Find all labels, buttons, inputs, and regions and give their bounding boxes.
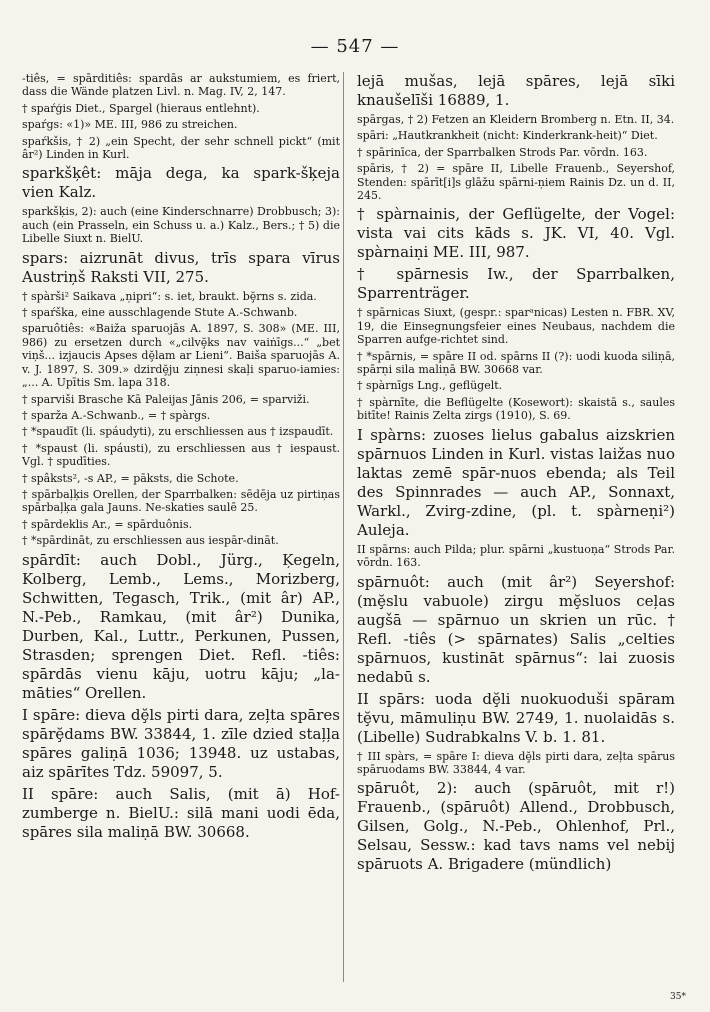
dictionary-entry: II spārs: uoda dḝli nuokuoduši spāram tḝvu, māmuliṇu BW. 2749, 1. nuolaidās s. (Libelle) Sudrabkalns V. b. 1. 81.: [357, 689, 675, 746]
signature-mark: 35*: [670, 992, 686, 1002]
dictionary-entry: † spārnicas Siuxt, (gespr.: sparᵃnicas) Lesten n. FBR. XV, 19, die Einsegnungsfeier eines Neubaus, nachdem die Sparren aufge-richtet sind.: [357, 306, 675, 347]
left-column: [22, 72, 340, 845]
dictionary-entry: † spaŕģis Diet., Spargel (hieraus entlehnt).: [22, 101, 260, 115]
dictionary-entry: † spâksts², -s AP., = pāksts, die Schote.: [22, 471, 239, 485]
dictionary-entry: lejā mušas, lejā spāres, lejā sīki knaušelīši 16889, 1.: [357, 72, 675, 109]
dictionary-entry: sparkšķis, 2): auch (eine Kinderschnarre) Drobbusch; 3): auch (ein Prasseln, ein Schuss u. a.) Kalz., Bers.; † 5) die Libelle Siuxt n. BielU.: [22, 205, 340, 246]
dictionary-entry: spāri: „Hautkrankheit (nicht: Kinderkrank-heit)“ Diet.: [357, 129, 658, 143]
dictionary-entry: spaŕkšis, † 2) „ein Specht, der sehr schnell pickt“ (mit âr²) Linden in Kurl.: [22, 134, 340, 162]
dictionary-entry: † sparviši Brasche Kā Paleijas Jānis 206, = sparviži.: [22, 392, 310, 406]
dictionary-entry: spārgas, † 2) Fetzen an Kleidern Bromberg n. Etn. II, 34.: [357, 113, 675, 126]
dictionary-entry: † spàrnīte, die Beflügelte (Kosewort): skaistā s., saules bitīte! Rainis Zelta zirgs (1910), S. 69.: [357, 395, 675, 423]
dictionary-entry: I spāre: dieva dḝls pirti dara, zeļta spāres spārḝdams BW. 33844, 1. zīle dzied staļļa spāres galiṇā 1036; 13948. uz ustabas, aiz spārītes Tdz. 59097, 5.: [22, 705, 340, 781]
dictionary-entry: † spārdeklis Ar., = spārduônis.: [22, 517, 193, 531]
dictionary-entry: spāris, † 2) = spāre II, Libelle Frauenb., Seyershof, Stenden: spārīt[i]s glāžu spārni-ṇiem Rainis Dz. un d. II, 245.: [357, 162, 675, 203]
dictionary-entry: spars: aizrunāt divus, trīs spara vīrus Austriņš Raksti VII, 275.: [22, 248, 340, 286]
dictionary-entry: † *spaust (li. spáusti), zu erschliessen aus † iespaust. Vgl. † spudīties.: [22, 441, 340, 469]
dictionary-entry: † spārnesis Iw., der Sparrbalken, Sparrenträger.: [357, 265, 675, 303]
dictionary-entry: sparkšķêt: māja dega, ka spark-šķeja vien Kalz.: [22, 164, 340, 202]
dictionary-entry: spārnuôt: auch (mit âr²) Seyershof: (mḝslu vabuole) zirgu mḝsluos ceļas augšā — spārnuo un skrien un rūc. † Refl. -tiês (> spārnates) Salis „celties spārnuos, kustināt spārnus“: lai zuosis nedabū s.: [357, 572, 675, 686]
dictionary-entry: † sparža A.-Schwanb., = † spàrgs.: [22, 408, 211, 422]
dictionary-entry: † III spàrs, = spāre I: dieva dḝls pirti dara, zeļta spārus spāruodams BW. 33844, 4 var.: [357, 749, 675, 776]
dictionary-entry: I spàrns: zuoses lielus gabalus aizskrien spārnuos Linden in Kurl. vistas laižas nuo laktas zemē spār-nuos ebenda; als Teil des Spinnrades — auch AP., Sonnaxt, Warkl., Zvirg-zdine, (pl. t. spàrneṇi²) Auleja.: [357, 425, 675, 539]
dictionary-entry: II spārns: auch Pilda; plur. spārni „kustuoņa“ Strods Par. vōrdn. 163.: [357, 542, 675, 570]
dictionary-entry: sparuôtiês: «Baiža sparuojās A. 1897, S. 308» (ME. III, 986) zu ersetzen durch «„cilvḝks nav vaiṅīgs...“ „bet viņš... izjaucis Apses dḝlam ar Lieni“. Baiša sparuojās A. v. J. 1897, S. 309.» dzirdḝju ziṇnesi skaļi sparuo-iamies: „... A. Upītis Sm. lapa 318.: [22, 322, 340, 390]
dictionary-entry: † *spārdināt, zu erschliessen aus iespār-dināt.: [22, 534, 279, 548]
dictionary-entry: II spāre: auch Salis, (mit ā) Hof-zumberge n. BielU.: silā mani uodi ēda, spāres sila maliṇā BW. 30668.: [22, 784, 340, 841]
dictionary-entry: spārdīt: auch Dobl., Jürg., Ķegeln, Kolberg, Lemb., Lems., Morizberg, Schwitten, Tegasch, Trik., (mit âr) AP., N.-Peb., Ramkau, (mit âr²) Dunika, Durben, Kal., Luttr., Perkunen, Pussen, Strasden; sprengen Diet. Refl. -tiês: spārdās vienu kāju, uotru kāju; „la-māties“ Orellen.: [22, 550, 340, 702]
dictionary-entry: † spàrnainis, der Geflügelte, der Vogel: vista vai cits kāds s. JK. VI, 40. Vgl. spàrnaiṇi ME. III, 987.: [357, 205, 675, 262]
dictionary-entry: † spārinīca, der Sparrbalken Strods Par. vōrdn. 163.: [357, 145, 648, 159]
dictionary-entry: -tiês, = spārditiês: spardās ar aukstumiem, es friert, dass die Wände platzen Livl. n. Mag. IV, 2, 147.: [22, 72, 340, 99]
dictionary-entry: † spàrnīgs Lng., geflügelt.: [357, 379, 503, 393]
right-column: [357, 72, 675, 877]
dictionary-entry: † spaŕška, eine ausschlagende Stute A.-Schwanb.: [22, 306, 298, 320]
dictionary-entry: spāruôt, 2): auch (spāruôt, mit r!) Frauenb., (spāruôt) Allend., Drobbusch, Gilsen, Golg., N.-Peb., Ohlenhof, Prl., Selsau, Sessw.: kad tavs nams vel nebij spāruots A. Brigadere (mündlich): [357, 779, 675, 874]
dictionary-entry: spaŕgs: «1)» ME. III, 986 zu streichen.: [22, 118, 238, 132]
dictionary-entry: † *spaudīt (li. spáudyti), zu erschliessen aus † izspaudīt.: [22, 425, 334, 439]
page-number: — 547 —: [310, 36, 400, 57]
dictionary-entry: † spārbaļķis Orellen, der Sparrbalken: sēdēja uz pirtiņas spārbaļķa gala Jauns. Ne-skaties saulē 25.: [22, 487, 340, 515]
dictionary-entry: † *spārnis, = spāre II od. spārns II (?): uodi kuoda siliṇā, spārṇi sila maliṇā BW. 30668 var.: [357, 349, 675, 377]
dictionary-entry: † spàrši² Saikava „ṇipri“: s. iet, braukt. bḝrns s. zida.: [22, 289, 317, 303]
column-divider: [343, 72, 344, 982]
